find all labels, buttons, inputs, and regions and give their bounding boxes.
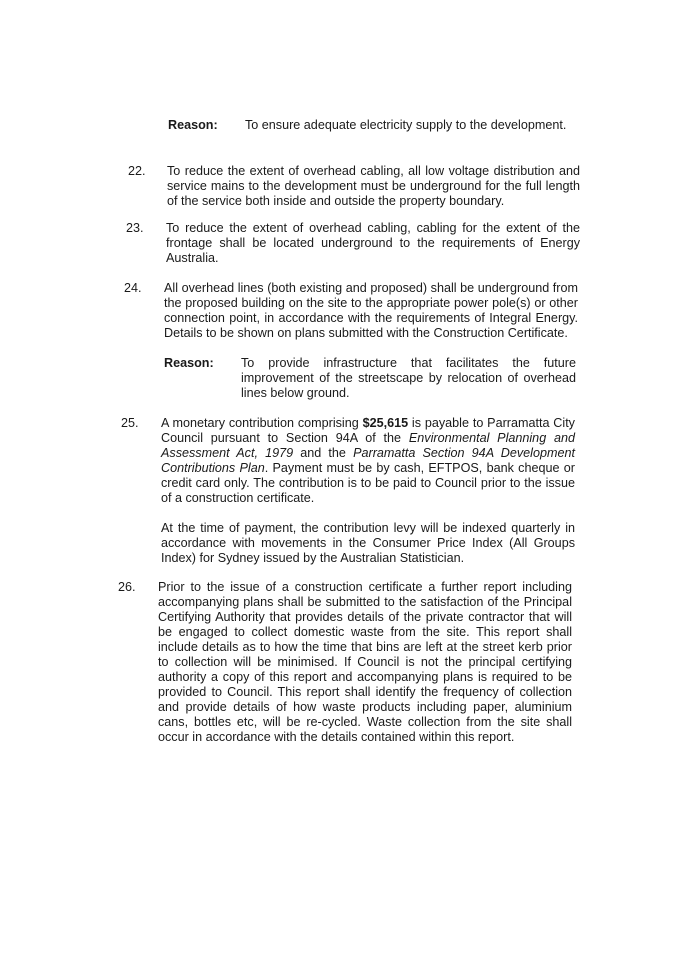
clause-number: 25. — [121, 416, 139, 430]
clause-number: 24. — [124, 281, 142, 295]
reason-text: To ensure adequate electricity supply to the development. — [245, 118, 567, 132]
clause-text: Prior to the issue of a construction certificate a further report including accompanying plans shall be submitted to the satisfaction of the Principal Certifying Authority that provides details of the private contractor that will be engaged to collect domestic waste from the site. This report shall include details as to how the time that bins are left at the street kerb prior to collection will be minimised. If Council is not the principal certifying authority a copy of this report and accompanying plans is required to be provided to Council. This report shall identify the frequency of collection and provide details of how waste products including paper, aluminium cans, bottles etc, will be re-cycled. Waste collection from the site shall occur in accordance with the details contained within this report. — [158, 580, 572, 744]
clause-24-reason — [164, 356, 576, 404]
clause-number: 22. — [128, 164, 146, 178]
plan-title: Parramatta Section 94A Development Contributions Plan — [161, 446, 575, 475]
reason-top — [168, 118, 580, 150]
clause-text: To reduce the extent of overhead cabling, cabling for the extent of the frontage shall be located underground to the requirements of Energy Australia. — [166, 221, 580, 265]
contribution-amount: $25,615 — [362, 416, 409, 430]
reason-label: Reason: — [168, 118, 218, 132]
clause-text: To reduce the extent of overhead cabling, all low voltage distribution and service mains to the development must be underground for the full length of the service both inside and outside the property boundary. — [167, 164, 580, 208]
reason-text: To provide infrastructure that facilitates the future improvement of the streetscape by relocation of overhead lines below ground. — [241, 356, 576, 400]
clause-text: All overhead lines (both existing and proposed) shall be underground from the proposed building on the site to the appropriate power pole(s) or other connection point, in accordance with the requirements of Integral Energy. Details to be shown on plans submitted with the Construction Certificate. — [164, 281, 578, 340]
clause-text: A monetary contribution comprising $25,615 is payable to Parramatta City Council pursuant to Section 94A of the Environmental Planning and Assessment Act, 1979 and the Parramatta Section 94A Development Contributions Plan. Payment must be by cash, EFTPOS, bank cheque or credit card only. The contribution is to be paid to Council prior to the issue of a construction certificate. At the time of payment, the contribution levy will be indexed quarterly in accordance with movements in the Consumer Price Index (All Groups Index) for Sydney issued by the Australian Statistician. — [161, 416, 576, 565]
reason-label: Reason: — [164, 356, 214, 370]
act-title: Environmental Planning and Assessment Act, 1979 — [161, 431, 576, 460]
clause-number: 26. — [118, 580, 136, 594]
clause-25-paragraph-2: At the time of payment, the contribution levy will be indexed quarterly in accordance with movements in the Consumer Price Index (All Groups Index) for Sydney issued by the Australian Statistician. — [161, 521, 575, 565]
clause-number: 23. — [126, 221, 144, 235]
